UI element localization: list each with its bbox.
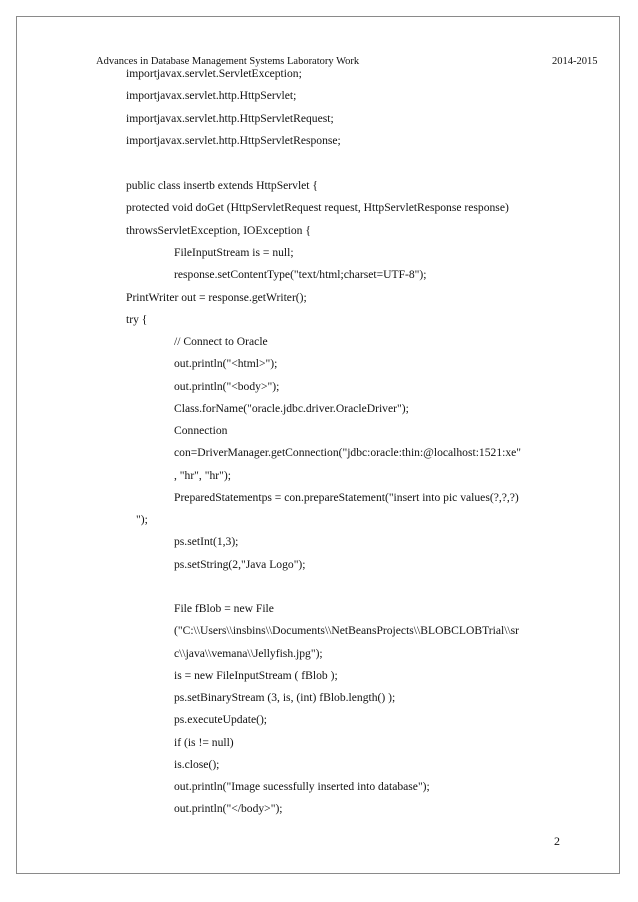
- header-title: Advances in Database Management Systems Laboratory Work: [96, 56, 360, 67]
- code-line: File fBlob = new File: [174, 602, 274, 615]
- code-line: ("C:\\Users\\insbins\\Documents\\NetBeansProjects\\BLOBCLOBTrial\\sr: [174, 624, 520, 637]
- code-line: PrintWriter out = response.getWriter();: [126, 291, 307, 304]
- code-line: , "hr", "hr");: [174, 469, 231, 482]
- code-line: importjavax.servlet.http.HttpServlet;: [126, 89, 297, 102]
- header-year: 2014-2015: [552, 56, 598, 67]
- code-line: con=DriverManager.getConnection("jdbc:oracle:thin:@localhost:1521:xe": [174, 446, 522, 459]
- code-line: try {: [126, 313, 148, 326]
- code-line: ps.setString(2,"Java Logo");: [174, 558, 306, 571]
- code-line: ps.setBinaryStream (3, is, (int) fBlob.length() );: [174, 691, 396, 704]
- code-line: PreparedStatementps = con.prepareStatement("insert into pic values(?,?,?): [174, 491, 519, 504]
- code-line: if (is != null): [174, 736, 234, 749]
- code-line: ");: [136, 513, 148, 526]
- code-line: out.println("<body>");: [174, 380, 280, 393]
- code-line: ps.setInt(1,3);: [174, 535, 239, 548]
- code-line: Connection: [174, 424, 228, 437]
- code-line: Class.forName("oracle.jdbc.driver.OracleDriver");: [174, 402, 409, 415]
- code-line: protected void doGet (HttpServletRequest request, HttpServletResponse response): [126, 201, 509, 214]
- code-line: out.println("<html>");: [174, 357, 278, 370]
- code-line: importjavax.servlet.http.HttpServletRequest;: [126, 112, 334, 125]
- code-line: c\\java\\vemana\\Jellyfish.jpg");: [174, 647, 323, 660]
- code-line: response.setContentType("text/html;charset=UTF-8");: [174, 268, 427, 281]
- code-line: importjavax.servlet.http.HttpServletResponse;: [126, 134, 341, 147]
- code-line: public class insertb extends HttpServlet {: [126, 179, 318, 192]
- code-line: FileInputStream is = null;: [174, 246, 294, 259]
- code-line: // Connect to Oracle: [174, 335, 268, 348]
- code-line: ps.executeUpdate();: [174, 713, 268, 726]
- code-line: is = new FileInputStream ( fBlob );: [174, 669, 338, 682]
- page-number: 2: [554, 834, 560, 848]
- code-line: out.println("</body>");: [174, 802, 283, 815]
- code-line: is.close();: [174, 758, 220, 771]
- code-line: throwsServletException, IOException {: [126, 224, 311, 237]
- code-line: importjavax.servlet.ServletException;: [126, 67, 302, 80]
- code-line: out.println("Image sucessfully inserted into database");: [174, 780, 430, 793]
